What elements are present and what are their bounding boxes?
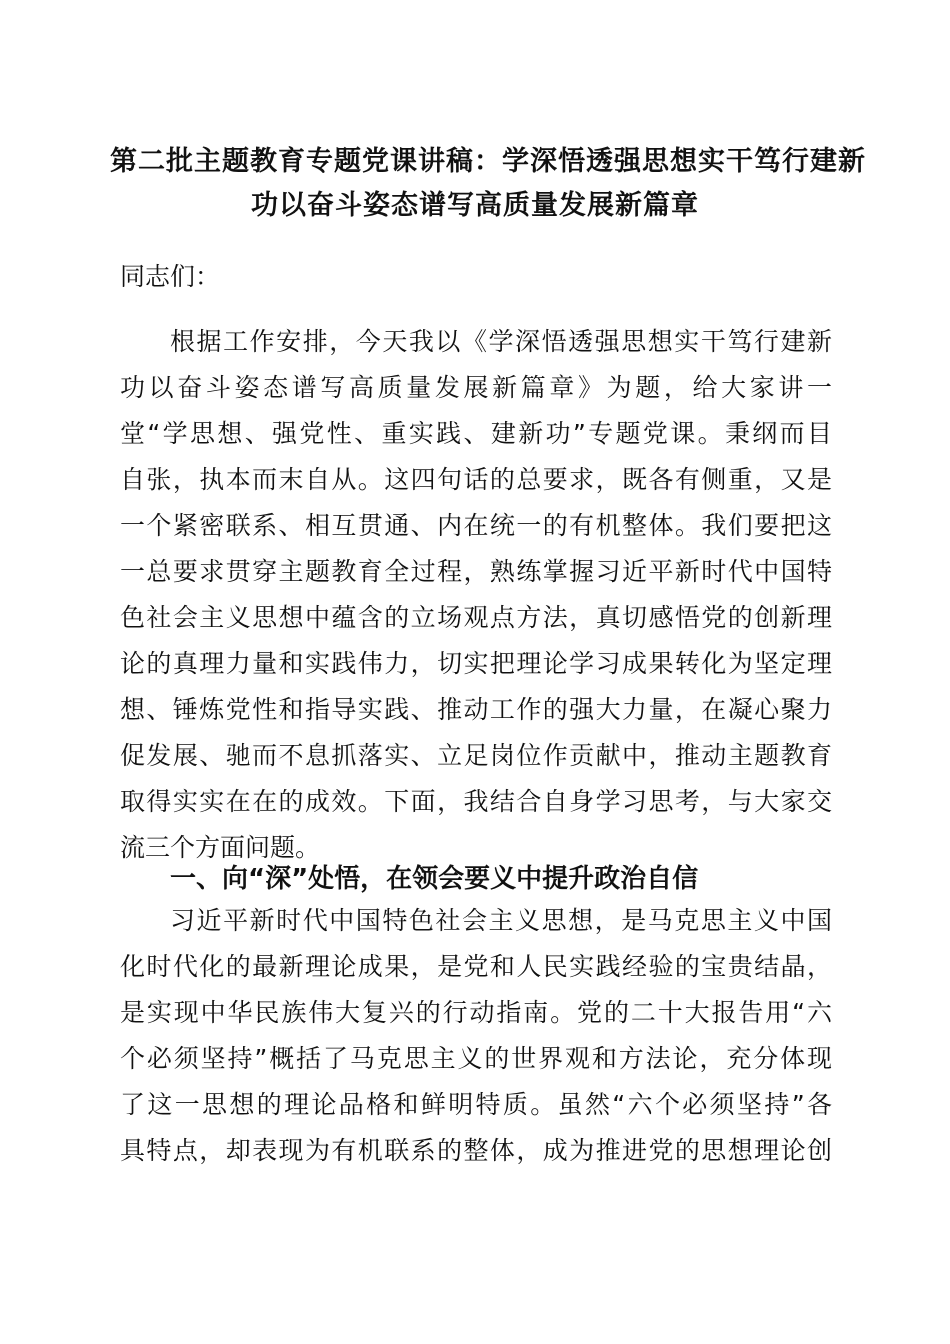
- title-line: 第二批主题教育专题党课讲稿：学深悟透强思想实干笃行建新: [110, 146, 866, 177]
- document-title: [110, 140, 866, 228]
- paragraph-line: 习近平新时代中国特色社会主义思想，是马克思主义中国: [170, 906, 832, 935]
- paragraph-line: 色社会主义思想中蕴含的立场观点方法，真切感悟党的创新理: [120, 603, 832, 632]
- paragraph-line: 一总要求贯穿主题教育全过程，熟练掌握习近平新时代中国特: [120, 557, 832, 586]
- paragraph-line: 具特点，却表现为有机联系的整体，成为推进党的思想理论创: [120, 1136, 832, 1165]
- paragraph-line: 自张，执本而末自从。这四句话的总要求，既各有侧重，又是: [120, 465, 832, 494]
- paragraph-line: 个必须坚持”概括了马克思主义的世界观和方法论，充分体现: [120, 1044, 832, 1073]
- title-line: 功以奋斗姿态谱写高质量发展新篇章: [251, 190, 699, 221]
- paragraph-line: 想、锤炼党性和指导实践、推动工作的强大力量，在凝心聚力: [120, 695, 832, 724]
- paragraph-line: 流三个方面问题。: [120, 833, 321, 862]
- paragraph-line: 论的真理力量和实践伟力，切实把理论学习成果转化为坚定理: [120, 649, 832, 678]
- paragraph-1: [120, 319, 832, 871]
- paragraph-2: [120, 898, 832, 1174]
- paragraph-line: 促发展、驰而不息抓落实、立足岗位作贡献中，推动主题教育: [120, 741, 832, 770]
- paragraph-line: 是实现中华民族伟大复兴的行动指南。党的二十大报告用“六: [120, 998, 832, 1027]
- paragraph-line: 取得实实在在的成效。下面，我结合自身学习思考，与大家交: [120, 787, 832, 816]
- paragraph-line: 根据工作安排，今天我以《学深悟透强思想实干笃行建新: [170, 327, 832, 356]
- paragraph-line: 功以奋斗姿态谱写高质量发展新篇章》为题，给大家讲一: [120, 373, 832, 402]
- paragraph-line: 化时代化的最新理论成果，是党和人民实践经验的宝贵结晶，: [120, 952, 832, 981]
- salutation: 同志们：: [120, 262, 221, 291]
- paragraph-line: 堂“学思想、强党性、重实践、建新功”专题党课。秉纲而目: [120, 419, 832, 448]
- section-heading: 一、向“深”处悟，在领会要义中提升政治自信: [170, 864, 699, 894]
- paragraph-line: 了这一思想的理论品格和鲜明特质。虽然“六个必须坚持”各: [120, 1090, 832, 1119]
- paragraph-line: 一个紧密联系、相互贯通、内在统一的有机整体。我们要把这: [120, 511, 832, 540]
